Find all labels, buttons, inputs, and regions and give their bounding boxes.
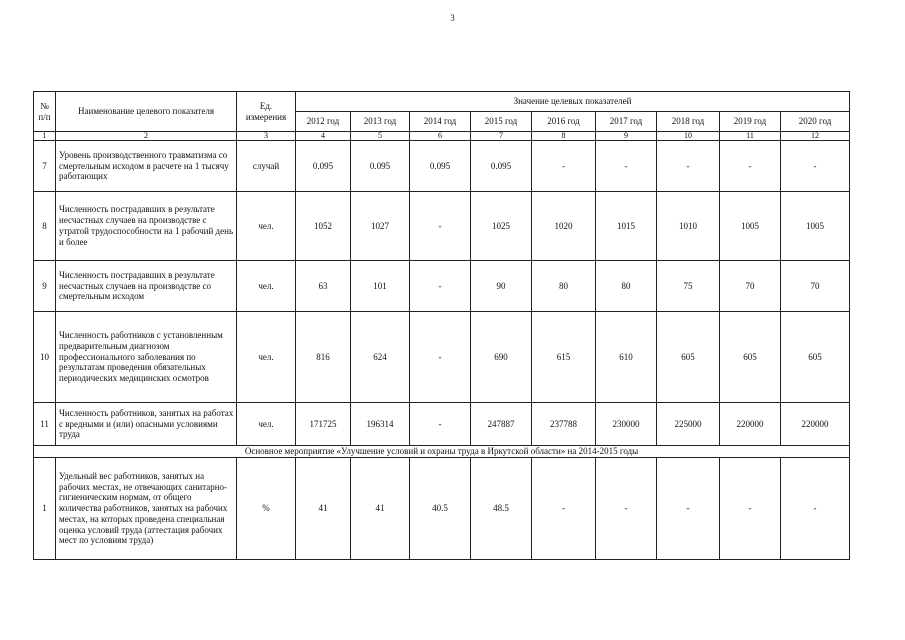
indicator-unit: % <box>237 458 296 560</box>
indicator-unit: чел. <box>237 261 296 312</box>
value-cell: - <box>781 458 850 560</box>
header-year: 2012 год <box>296 112 351 132</box>
table-row <box>34 141 850 192</box>
value-cell: - <box>720 458 781 560</box>
value-cell: 171725 <box>296 403 351 446</box>
indicator-name: Численность пострадавших в результате несчастных случаев на производстве с утратой трудоспособности на 1 рабочий день и более <box>56 192 237 261</box>
value-cell: - <box>410 261 471 312</box>
value-cell: 1005 <box>781 192 850 261</box>
header-year: 2017 год <box>596 112 657 132</box>
indicator-name: Численность работников с установленным предварительным диагнозом профессионального заболевания по результатам проведения обязательных периодических медицинских осмотров <box>56 312 237 403</box>
value-cell: - <box>657 141 720 192</box>
column-numbers-row <box>34 132 850 141</box>
value-cell: 816 <box>296 312 351 403</box>
column-number: 9 <box>596 132 657 141</box>
header-row <box>34 92 850 112</box>
value-cell: 1052 <box>296 192 351 261</box>
indicator-unit: случай <box>237 141 296 192</box>
header-year: 2020 год <box>781 112 850 132</box>
target-indicators-table <box>33 91 850 560</box>
indicator-name: Удельный вес работников, занятых на рабочих местах, не отвечающих санитарно-гигиеническим нормам, от общего количества работников, занятых на рабочих местах, на которых проведена специальная оценка условий труда (аттестация рабочих мест по условиям труда) <box>56 458 237 560</box>
value-cell: 605 <box>781 312 850 403</box>
value-cell: 40.5 <box>410 458 471 560</box>
header-year: 2013 год <box>351 112 410 132</box>
value-cell: 1010 <box>657 192 720 261</box>
indicator-name: Уровень производственного травматизма со смертельным исходом в расчете на 1 тысячу работающих <box>56 141 237 192</box>
value-cell: 610 <box>596 312 657 403</box>
value-cell: 80 <box>596 261 657 312</box>
value-cell: - <box>720 141 781 192</box>
indicator-unit: чел. <box>237 312 296 403</box>
indicator-unit: чел. <box>237 403 296 446</box>
value-cell: 0.095 <box>410 141 471 192</box>
value-cell: 220000 <box>720 403 781 446</box>
value-cell: 605 <box>720 312 781 403</box>
value-cell: 237788 <box>532 403 596 446</box>
value-cell: 1020 <box>532 192 596 261</box>
column-number: 7 <box>471 132 532 141</box>
value-cell: 615 <box>532 312 596 403</box>
column-number: 1 <box>34 132 56 141</box>
page-number: 3 <box>450 13 455 23</box>
value-cell: 247887 <box>471 403 532 446</box>
table-row <box>34 192 850 261</box>
column-number: 5 <box>351 132 410 141</box>
value-cell: - <box>532 141 596 192</box>
value-cell: 0.095 <box>471 141 532 192</box>
header-year: 2018 год <box>657 112 720 132</box>
column-number: 4 <box>296 132 351 141</box>
value-cell: 80 <box>532 261 596 312</box>
value-cell: - <box>596 458 657 560</box>
header-year: 2019 год <box>720 112 781 132</box>
table-row <box>34 458 850 560</box>
header-name: Наименование целевого показателя <box>56 92 237 132</box>
value-cell: 41 <box>351 458 410 560</box>
value-cell: 220000 <box>781 403 850 446</box>
column-number: 11 <box>720 132 781 141</box>
indicator-unit: чел. <box>237 192 296 261</box>
header-values: Значение целевых показателей <box>296 92 850 112</box>
column-number: 2 <box>56 132 237 141</box>
section-header-row <box>34 446 850 458</box>
value-cell: 1005 <box>720 192 781 261</box>
header-year: 2014 год <box>410 112 471 132</box>
value-cell: - <box>410 403 471 446</box>
table-row <box>34 312 850 403</box>
value-cell: 48.5 <box>471 458 532 560</box>
header-year: 2015 год <box>471 112 532 132</box>
row-number: 1 <box>34 458 56 560</box>
value-cell: 196314 <box>351 403 410 446</box>
row-number: 9 <box>34 261 56 312</box>
column-number: 10 <box>657 132 720 141</box>
header-unit: Ед. измерения <box>237 92 296 132</box>
value-cell: 1015 <box>596 192 657 261</box>
value-cell: 70 <box>781 261 850 312</box>
value-cell: 690 <box>471 312 532 403</box>
value-cell: 63 <box>296 261 351 312</box>
column-number: 8 <box>532 132 596 141</box>
value-cell: - <box>410 312 471 403</box>
value-cell: - <box>410 192 471 261</box>
value-cell: - <box>657 458 720 560</box>
column-number: 12 <box>781 132 850 141</box>
header-num: № п/п <box>34 92 56 132</box>
header-year: 2016 год <box>532 112 596 132</box>
section-title: Основное мероприятие «Улучшение условий и охраны труда в Иркутской области» на 2014-2015 годы <box>34 446 850 458</box>
value-cell: 624 <box>351 312 410 403</box>
value-cell: 70 <box>720 261 781 312</box>
table-row <box>34 261 850 312</box>
row-number: 8 <box>34 192 56 261</box>
row-number: 10 <box>34 312 56 403</box>
table-row <box>34 403 850 446</box>
value-cell: 1027 <box>351 192 410 261</box>
value-cell: 605 <box>657 312 720 403</box>
column-number: 6 <box>410 132 471 141</box>
column-number: 3 <box>237 132 296 141</box>
value-cell: 90 <box>471 261 532 312</box>
value-cell: - <box>781 141 850 192</box>
row-number: 7 <box>34 141 56 192</box>
row-number: 11 <box>34 403 56 446</box>
indicator-name: Численность работников, занятых на работах с вредными и (или) опасными условиями труда <box>56 403 237 446</box>
value-cell: 41 <box>296 458 351 560</box>
value-cell: 1025 <box>471 192 532 261</box>
value-cell: 101 <box>351 261 410 312</box>
value-cell: - <box>532 458 596 560</box>
value-cell: 0.095 <box>296 141 351 192</box>
value-cell: 0.095 <box>351 141 410 192</box>
value-cell: 230000 <box>596 403 657 446</box>
indicator-name: Численность пострадавших в результате несчастных случаев на производстве со смертельным исходом <box>56 261 237 312</box>
value-cell: 225000 <box>657 403 720 446</box>
value-cell: - <box>596 141 657 192</box>
value-cell: 75 <box>657 261 720 312</box>
